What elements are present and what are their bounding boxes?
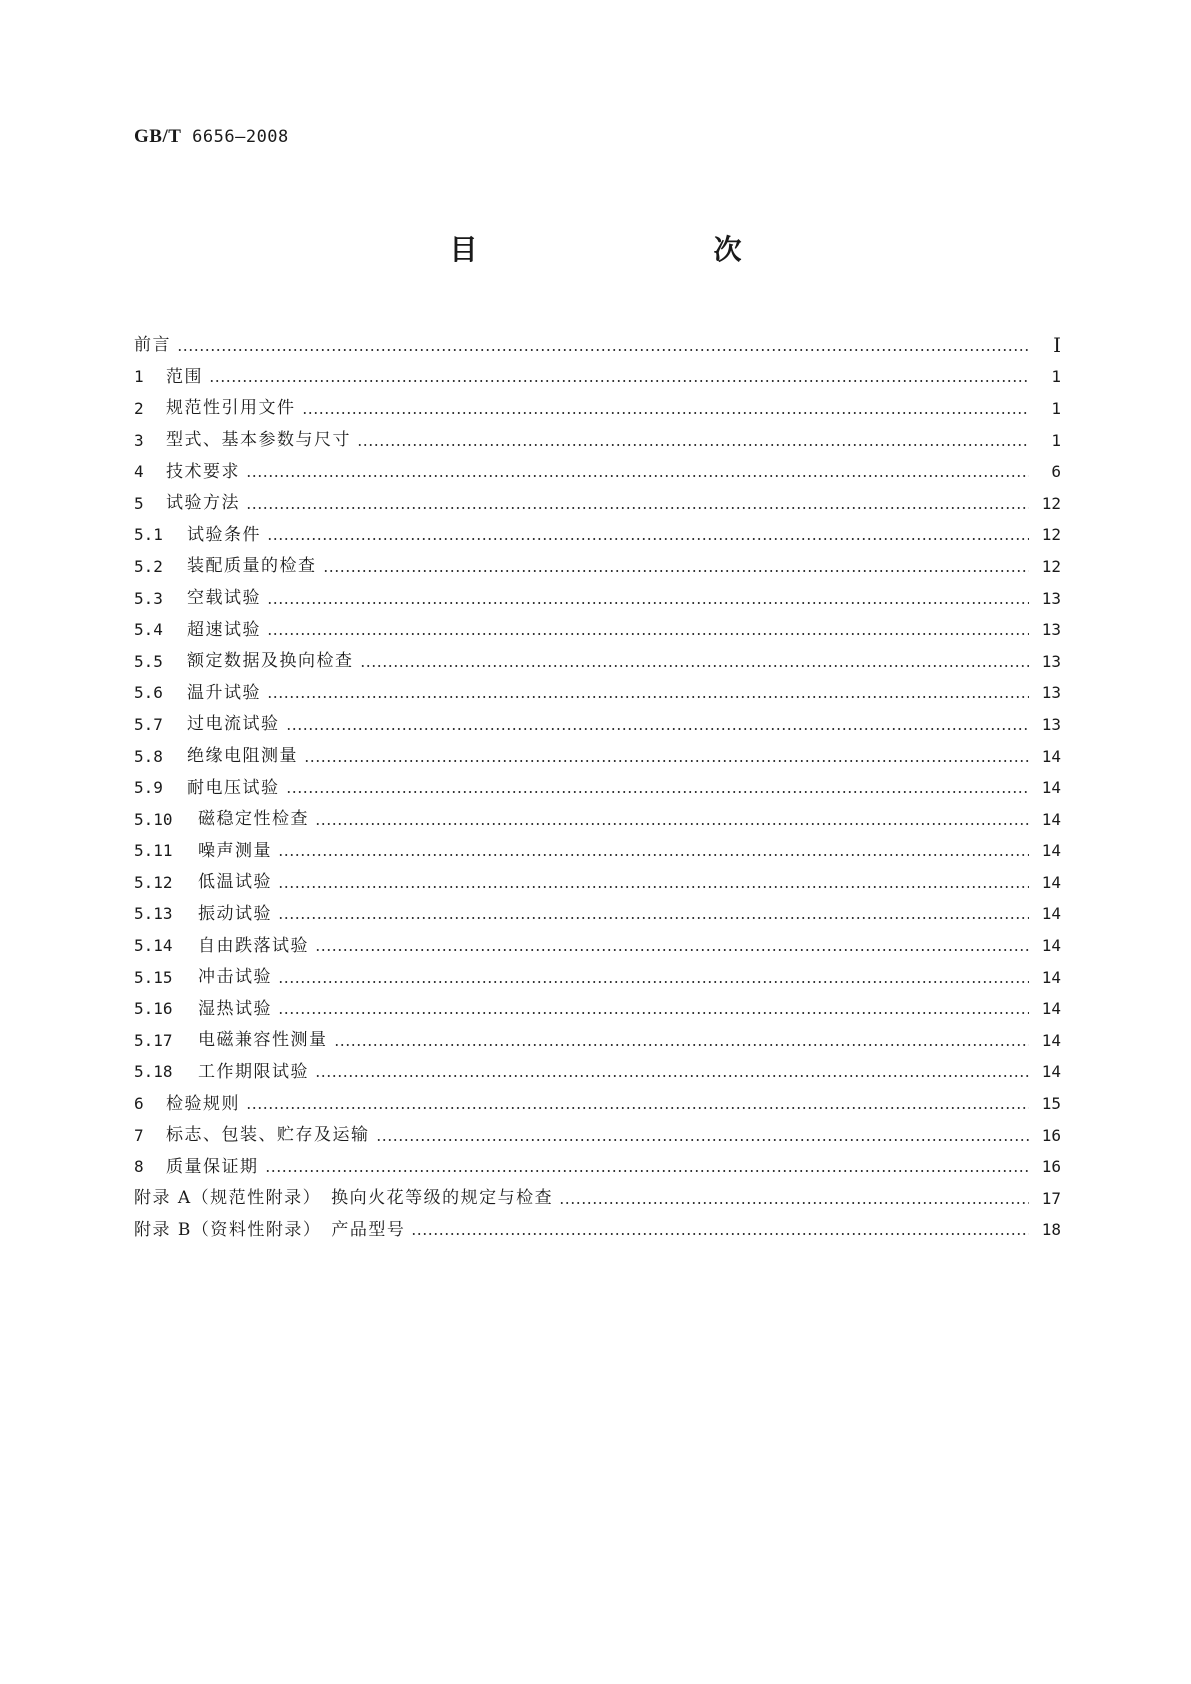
toc-entry-label: 绝缘电阻测量 [187,746,298,767]
toc-entry-label: 湿热试验 [198,998,272,1019]
toc-dot-leader [278,885,1029,889]
toc-entry[interactable] [134,867,1061,899]
toc-entry-page: 13 [1041,651,1061,671]
toc-entry-number: 5.2 [134,556,163,576]
toc-entry-page: Ⅰ [1053,334,1061,357]
toc-entry-number: 4 [134,462,144,482]
toc-entry[interactable] [134,520,1061,552]
toc-entry-label: 标志、包装、贮存及运输 [166,1125,370,1146]
toc-entry[interactable] [134,993,1061,1025]
toc-entry[interactable] [134,962,1061,994]
toc-entry-number: 5.16 [134,999,173,1019]
toc-dot-leader [267,537,1029,541]
toc-entry[interactable] [134,583,1061,615]
toc-entry-label: 自由跌落试验 [198,935,309,956]
toc-entry-number: 5.8 [134,746,163,766]
toc-entry-page: 15 [1041,1094,1061,1114]
toc-entry-label: 试验方法 [166,493,240,514]
toc-entry-label: 规范性引用文件 [166,398,296,419]
toc-entry[interactable] [134,899,1061,931]
toc-entry-number: 5.18 [134,1062,173,1082]
toc-entry-page: 14 [1041,936,1061,956]
toc-entry-label: 耐电压试验 [187,777,280,798]
toc-entry-page: 14 [1041,841,1061,861]
toc-entry-page: 14 [1041,904,1061,924]
toc-entry-number: 5.5 [134,651,163,671]
toc-entry-label: 振动试验 [198,903,272,924]
toc-entry-page: 14 [1041,778,1061,798]
toc-dot-leader [411,1232,1029,1236]
toc-dot-leader [209,379,1029,383]
toc-entry-number: 7 [134,1125,144,1145]
toc-entry-number: 5.14 [134,936,173,956]
toc-entry-number: 5.6 [134,683,163,703]
toc-dot-leader [315,948,1029,952]
toc-entry-number: 5.10 [134,809,173,829]
toc-entry-page: 13 [1041,714,1061,734]
toc-entry[interactable] [134,1088,1061,1120]
toc-entry-label: 附录 A（规范性附录） 换向火花等级的规定与检查 [134,1188,554,1209]
toc-entry-page: 14 [1041,1062,1061,1082]
toc-entry-number: 5.11 [134,841,173,861]
toc-entry-page: 16 [1041,1157,1061,1177]
table-of-contents [134,330,1061,1246]
toc-entry-page: 12 [1041,493,1061,513]
toc-entry-page: 13 [1041,620,1061,640]
toc-entry[interactable] [134,1057,1061,1089]
toc-entry-number: 5.7 [134,714,163,734]
toc-entry-label: 过电流试验 [187,714,280,735]
toc-dot-leader [334,1043,1030,1047]
toc-entry[interactable] [134,772,1061,804]
toc-entry-page: 16 [1041,1125,1061,1145]
toc-entry-label: 空载试验 [187,588,261,609]
toc-entry[interactable] [134,551,1061,583]
toc-entry-label: 附录 B（资料性附录） 产品型号 [134,1219,406,1240]
toc-dot-leader [278,1011,1029,1015]
toc-entry[interactable] [134,1151,1061,1183]
toc-dot-leader [267,632,1029,636]
toc-entry-page: 1 [1051,398,1061,418]
toc-entry-label: 检验规则 [166,1093,240,1114]
toc-entry[interactable] [134,362,1061,394]
toc-entry[interactable] [134,1183,1061,1215]
toc-entry[interactable] [134,678,1061,710]
toc-entry-number: 5.9 [134,778,163,798]
toc-entry[interactable] [134,1215,1061,1247]
toc-entry[interactable] [134,456,1061,488]
toc-entry-label: 前言 [134,335,171,356]
toc-entry-number: 5.12 [134,872,173,892]
toc-entry-label: 温升试验 [187,682,261,703]
standard-number: 6656—2008 [192,127,289,147]
toc-entry[interactable] [134,1120,1061,1152]
toc-title: 目 次 [449,233,802,266]
toc-entry[interactable] [134,709,1061,741]
toc-entry-number: 8 [134,1157,144,1177]
toc-entry-label: 电磁兼容性测量 [198,1030,328,1051]
toc-entry[interactable] [134,930,1061,962]
toc-entry-page: 14 [1041,872,1061,892]
toc-entry-label: 磁稳定性检查 [198,809,309,830]
toc-dot-leader [315,822,1029,826]
toc-entry-label: 超速试验 [187,619,261,640]
toc-entry-page: 13 [1041,588,1061,608]
toc-entry-page: 18 [1041,1220,1061,1240]
standard-prefix: GB/T [134,126,182,147]
toc-dot-leader [357,443,1029,447]
toc-entry[interactable] [134,614,1061,646]
toc-entry-label: 额定数据及换向检查 [187,651,354,672]
toc-dot-leader [278,980,1029,984]
toc-dot-leader [302,411,1030,415]
standard-code [134,126,289,148]
toc-dot-leader [278,916,1029,920]
toc-dot-leader [286,790,1030,794]
toc-entry-page: 14 [1041,999,1061,1019]
toc-entry-number: 1 [134,367,144,387]
toc-entry[interactable] [134,741,1061,773]
toc-entry-page: 12 [1041,525,1061,545]
toc-entry-number: 5.4 [134,620,163,640]
toc-entry-label: 型式、基本参数与尺寸 [166,430,351,451]
toc-entry-page: 14 [1041,746,1061,766]
toc-entry-number: 5.15 [134,967,173,987]
toc-dot-leader [246,1106,1029,1110]
toc-entry-page: 13 [1041,683,1061,703]
toc-entry-label: 装配质量的检查 [187,556,317,577]
toc-entry-label: 质量保证期 [166,1156,259,1177]
toc-entry[interactable] [134,393,1061,425]
toc-dot-leader [278,853,1029,857]
toc-entry-number: 2 [134,398,144,418]
toc-entry-label: 技术要求 [166,461,240,482]
toc-dot-leader [246,474,1029,478]
toc-dot-leader [360,664,1030,668]
toc-entry-page: 17 [1041,1188,1061,1208]
toc-entry-page: 14 [1041,1030,1061,1050]
toc-dot-leader [323,569,1030,573]
toc-entry[interactable] [134,804,1061,836]
toc-entry-label: 工作期限试验 [198,1061,309,1082]
toc-entry-page: 14 [1041,809,1061,829]
toc-entry-label: 试验条件 [187,524,261,545]
toc-dot-leader [177,348,1029,352]
toc-entry-label: 噪声测量 [198,840,272,861]
toc-entry-label: 冲击试验 [198,967,272,988]
toc-entry[interactable] [134,425,1061,457]
toc-entry-number: 6 [134,1094,144,1114]
toc-entry-number: 5.1 [134,525,163,545]
toc-entry[interactable] [134,330,1061,362]
toc-dot-leader [559,1201,1029,1205]
toc-dot-leader [315,1074,1029,1078]
toc-dot-leader [286,727,1030,731]
toc-entry-label: 范围 [166,366,203,387]
toc-entry[interactable] [134,488,1061,520]
toc-entry-page: 1 [1051,367,1061,387]
toc-dot-leader [267,695,1029,699]
toc-entry-page: 14 [1041,967,1061,987]
toc-entry-number: 5.17 [134,1030,173,1050]
toc-entry-page: 1 [1051,430,1061,450]
toc-entry[interactable] [134,1025,1061,1057]
toc-entry[interactable] [134,646,1061,678]
toc-dot-leader [265,1169,1030,1173]
toc-entry-number: 5 [134,493,144,513]
toc-dot-leader [376,1138,1030,1142]
toc-dot-leader [246,506,1029,510]
toc-entry-number: 5.3 [134,588,163,608]
toc-entry-page: 12 [1041,556,1061,576]
toc-entry-label: 低温试验 [198,872,272,893]
toc-dot-leader [267,601,1029,605]
toc-dot-leader [304,759,1029,763]
toc-entry-number: 5.13 [134,904,173,924]
toc-entry-number: 3 [134,430,144,450]
toc-entry-page: 6 [1051,462,1061,482]
toc-entry[interactable] [134,836,1061,868]
